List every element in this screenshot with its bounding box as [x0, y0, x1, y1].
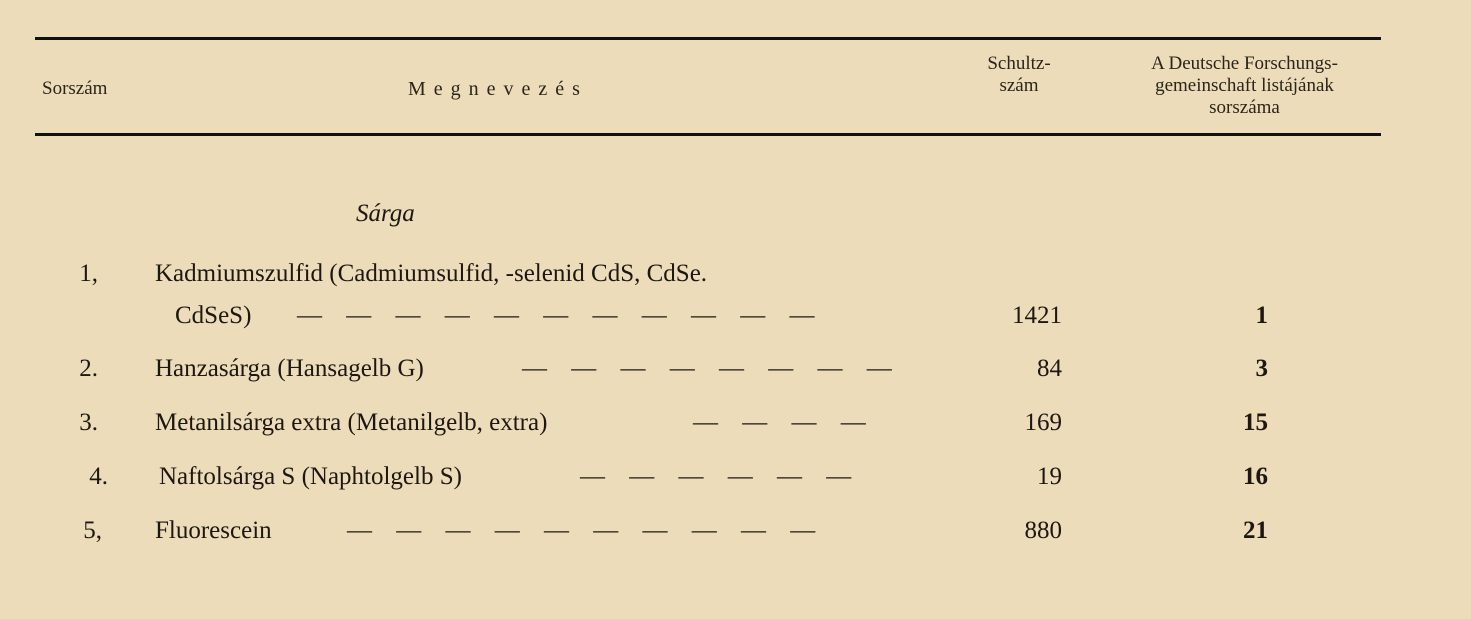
header-schultz-line: szám — [999, 75, 1039, 96]
row-name: Metanilsárga extra (Metanilgelb, extra) — [155, 409, 548, 436]
row-number: 1, — [79, 260, 98, 287]
schultz-number: 84 — [1037, 355, 1062, 382]
dfg-number: 3 — [1255, 355, 1268, 382]
leader-dashes: — — — — — — — [580, 463, 861, 490]
schultz-number: 1421 — [1012, 302, 1062, 329]
row-number: 4. — [89, 463, 108, 490]
dfg-number: 16 — [1243, 463, 1268, 490]
header-megnevezes: Megnevezés — [408, 78, 588, 100]
dfg-number: 15 — [1243, 409, 1268, 436]
header-schultz-line: Schultz- — [987, 53, 1051, 74]
header-dfg-line: A Deutsche Forschungs- — [1151, 53, 1338, 74]
header-dfg-line: gemeinschaft listájának — [1155, 75, 1334, 96]
header-dfg — [1102, 53, 1387, 119]
row-number: 2. — [79, 355, 98, 382]
leader-dashes: — — — — — — — — — — — — [297, 302, 824, 329]
dfg-number: 21 — [1243, 517, 1268, 544]
row-number: 5, — [83, 517, 102, 544]
leader-dashes: — — — — — [693, 409, 875, 436]
row-number: 3. — [79, 409, 98, 436]
schultz-number: 169 — [1024, 409, 1062, 436]
row-name: Fluorescein — [155, 517, 272, 544]
row-name: Hanzasárga (Hansagelb G) — [155, 355, 424, 382]
row-name: Kadmiumszulfid (Cadmiumsulfid, -selenid CdS, CdSe. — [155, 260, 708, 287]
header-dfg-line: sorszáma — [1209, 97, 1280, 118]
header-schultz — [968, 53, 1070, 97]
row-name-continued: CdSeS) — [175, 302, 252, 329]
schultz-number: 19 — [1037, 463, 1062, 490]
header-sorszam: Sorszám — [42, 78, 108, 99]
header-bottom-rule — [35, 133, 1381, 136]
header-top-rule — [35, 37, 1381, 40]
dfg-number: 1 — [1255, 302, 1268, 329]
leader-dashes: — — — — — — — — — [522, 355, 901, 382]
row-name: Naftolsárga S (Naphtolgelb S) — [159, 463, 462, 490]
section-title: Sárga — [356, 200, 415, 227]
leader-dashes: — — — — — — — — — — — [347, 517, 825, 544]
schultz-number: 880 — [1024, 517, 1062, 544]
